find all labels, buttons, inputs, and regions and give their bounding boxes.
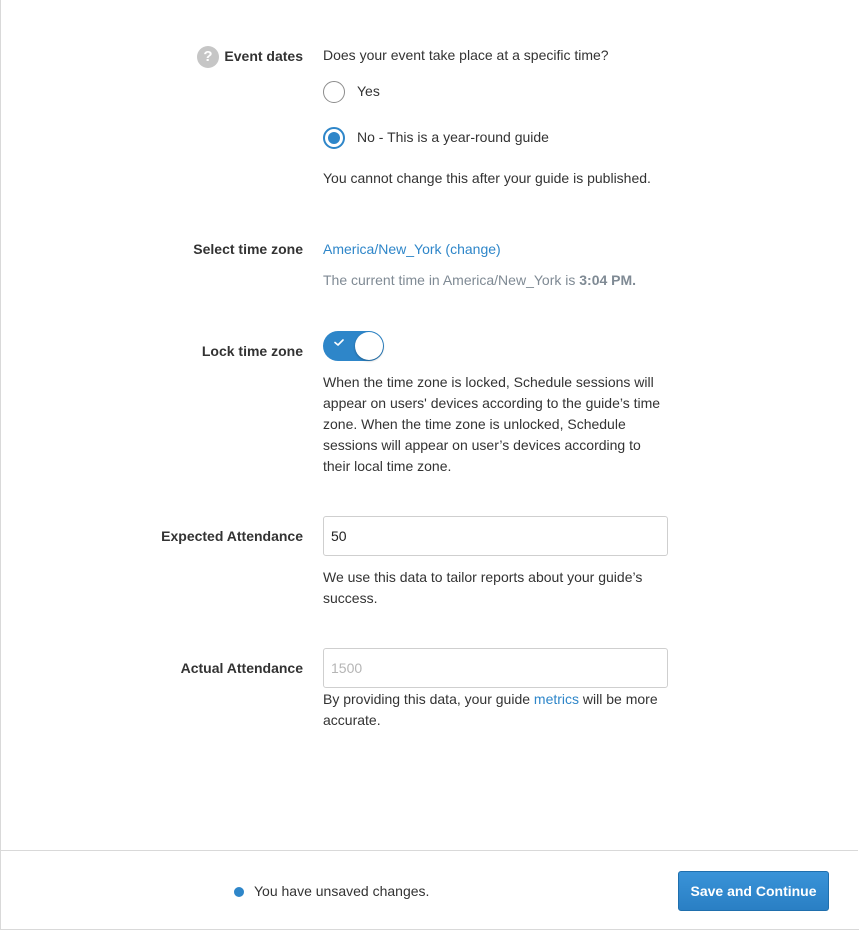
actual-attendance-input[interactable] <box>323 648 668 688</box>
actual-attendance-help-prefix: By providing this data, your guide <box>323 691 531 707</box>
radio-no[interactable] <box>323 127 345 149</box>
actual-attendance-help <box>323 689 668 731</box>
lock-time-zone-label: Lock time zone <box>201 343 303 359</box>
time-zone-change-link[interactable]: America/New_York (change) <box>323 241 501 257</box>
current-time-prefix: The current time in America/New_York is <box>323 272 576 288</box>
expected-attendance-help: We use this data to tailor reports about your guide’s success. <box>323 569 643 606</box>
unsaved-indicator-dot <box>234 887 244 897</box>
event-dates-label: Event dates <box>224 48 303 64</box>
actual-attendance-label: Actual Attendance <box>180 660 303 676</box>
time-zone-label: Select time zone <box>193 241 303 257</box>
event-dates-question: Does your event take place at a specific time? <box>323 47 609 63</box>
unsaved-changes-text: You have unsaved changes. <box>254 883 430 899</box>
event-dates-note: You cannot change this after your guide is published. <box>323 170 651 186</box>
checkmark-icon <box>334 339 344 346</box>
radio-no-label[interactable]: No - This is a year-round guide <box>357 129 549 145</box>
metrics-link[interactable]: metrics <box>533 691 580 707</box>
current-time-text <box>323 272 636 288</box>
question-mark-icon[interactable]: ? <box>197 46 219 68</box>
radio-yes[interactable] <box>323 81 345 103</box>
footer-divider <box>1 850 858 851</box>
toggle-knob <box>355 332 383 360</box>
lock-time-zone-description: When the time zone is locked, Schedule sessions will appear on users' devices according to the guide’s time zone. When the time zone is unlocked, Schedule sessions will appear on user’s devices according to their local time zone. <box>323 374 661 474</box>
expected-attendance-input[interactable] <box>323 516 668 556</box>
actual-attendance-help-suffix: will be more accurate. <box>323 691 658 728</box>
lock-time-zone-toggle[interactable] <box>323 331 384 361</box>
radio-yes-label[interactable]: Yes <box>357 83 380 99</box>
save-and-continue-button[interactable]: Save and Continue <box>678 871 829 911</box>
current-time-value: 3:04 PM. <box>579 272 637 288</box>
expected-attendance-label: Expected Attendance <box>161 528 303 544</box>
